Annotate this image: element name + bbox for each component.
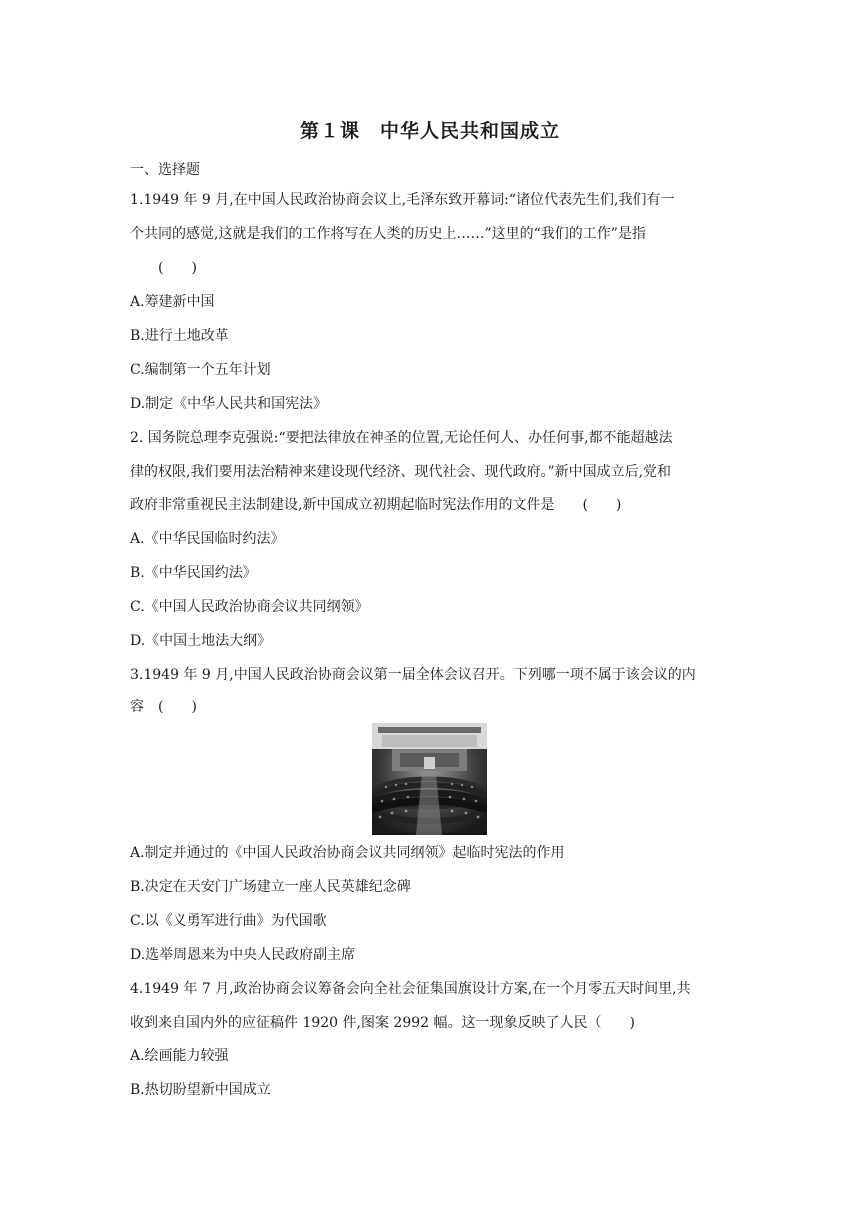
q4-stem-line2: 收到来自国内外的应征稿件 1920 件,图案 2992 幅。这一现象反映了人民（ ) [130,1015,635,1031]
page-title: 第１课 中华人民共和国成立 [299,120,560,142]
q3-stem-line2: 容 ( ) [130,699,197,715]
section-heading: 一、选择题 [130,162,200,178]
q2-option-c: C.《中国人民政治协商会议共同纲领》 [130,599,369,615]
q4-stem-line1: 4.1949 年 7 月,政治协商会议筹备会向全社会征集国旗设计方案,在一个月零五天时间里,共 [130,981,691,997]
q3-option-b: B.决定在天安门广场建立一座人民英雄纪念碑 [130,879,411,895]
q2-option-a: A.《中华民国临时约法》 [130,531,285,547]
q2-option-b: B.《中华民国约法》 [130,565,257,581]
q1-stem-line1: 1.1949 年 9 月,在中国人民政治协商会议上,毛泽东致开幕词:“诸位代表先生们,我们有一 [130,192,675,208]
q1-stem-line2: 个共同的感觉,这就是我们的工作将写在人类的历史上……”这里的“我们的工作”是指 [130,226,646,242]
q3-option-c: C.以《义勇军进行曲》为代国歌 [130,913,327,929]
q1-option-c: C.编制第一个五年计划 [130,362,271,378]
q1-option-b: B.进行土地改革 [130,328,229,344]
q2-stem-line3: 政府非常重视民主法制建设,新中国成立初期起临时宪法作用的文件是 ( ) [130,497,622,513]
q3-option-a: A.制定并通过的《中国人民政治协商会议共同纲领》起临时宪法的作用 [130,845,565,861]
q4-option-a: A.绘画能力较强 [130,1048,229,1064]
q1-option-d: D.制定《中华人民共和国宪法》 [130,396,328,412]
q3-stem-line1: 3.1949 年 9 月,中国人民政治协商会议第一届全体会议召开。下列哪一项不属于该会议的内 [130,667,696,683]
q2-option-d: D.《中国土地法大纲》 [130,633,272,649]
q1-option-a: A.筹建新中国 [130,294,215,310]
q1-answer-blank: ( ) [158,260,197,276]
q3-option-d: D.选举周恩来为中央人民政府副主席 [130,947,356,963]
conference-photo [372,723,487,835]
q2-stem-line1: 2. 国务院总理李克强说:“要把法律放在神圣的位置,无论任何人、办任何事,都不能超越法 [130,430,673,446]
q4-option-b: B.热切盼望新中国成立 [130,1082,271,1098]
q2-stem-line2: 律的权限,我们要用法治精神来建设现代经济、现代社会、现代政府。”新中国成立后,党和 [130,464,672,480]
